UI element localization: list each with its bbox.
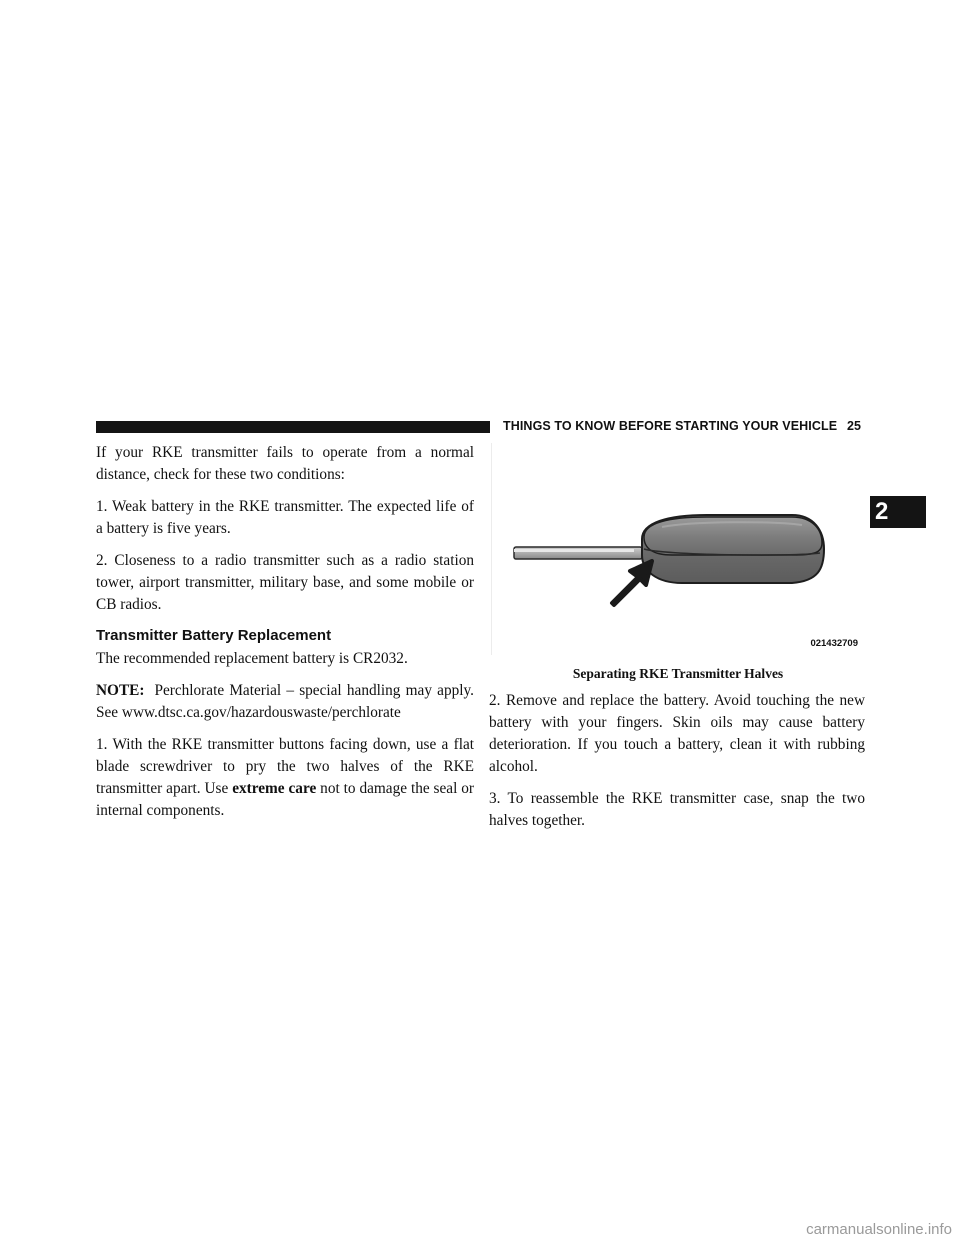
- battery-replacement-heading: Transmitter Battery Replacement: [96, 627, 332, 644]
- page-number: 25: [847, 419, 861, 433]
- step-1-text-end: not to damage the seal or internal components.: [96, 780, 474, 819]
- watermark: carmanualsonline.info: [806, 1221, 952, 1238]
- condition-radio-transmitter: 2. Closeness to a radio transmitter such as a radio station tower, airport transmitter, military base, and some mobile or CB radios.: [96, 552, 474, 613]
- header-rule-bar: [96, 421, 490, 433]
- key-blade: [514, 547, 642, 559]
- step-1-emphasis: extreme care: [232, 780, 317, 797]
- step-2-paragraph: 2. Remove and replace the battery. Avoid touching the new battery with your fingers. Skin oils may cause battery deterioration. If you touch a battery, clean it with rubbing alcohol.: [489, 692, 865, 775]
- step-1-paragraph: [96, 734, 474, 822]
- figure-caption: Separating RKE Transmitter Halves: [572, 666, 784, 681]
- step-3-paragraph: 3. To reassemble the RKE transmitter case, snap the two halves together.: [489, 790, 865, 829]
- note-text: Perchlorate Material – special handling may apply. See www.dtsc.ca.gov/hazardouswaste/perchlorate: [96, 682, 474, 721]
- left-column: [96, 442, 474, 832]
- condition-weak-battery: 1. Weak battery in the RKE transmitter. The expected life of a battery is five years.: [96, 498, 474, 537]
- note-label: NOTE:: [96, 682, 145, 699]
- transmitter-figure: [491, 443, 866, 655]
- right-column: [489, 690, 865, 842]
- intro-paragraph: If your RKE transmitter fails to operate from a normal distance, check for these two conditions:: [96, 444, 474, 483]
- section-title: THINGS TO KNOW BEFORE STARTING YOUR VEHICLE: [503, 419, 838, 433]
- battery-type-line: The recommended replacement battery is CR2032.: [96, 650, 408, 667]
- note-paragraph: [96, 680, 474, 724]
- figure-code: 021432709: [810, 638, 858, 649]
- chapter-tab: 2: [870, 496, 926, 528]
- step-1-text: 1. With the RKE transmitter buttons facing down, use a flat blade screwdriver to pry the two halves of the RKE transmitter apart. Use: [96, 736, 474, 797]
- transmitter-case: [642, 515, 824, 583]
- rke-transmitter-illustration: [492, 443, 866, 655]
- arrow-icon: [612, 561, 652, 605]
